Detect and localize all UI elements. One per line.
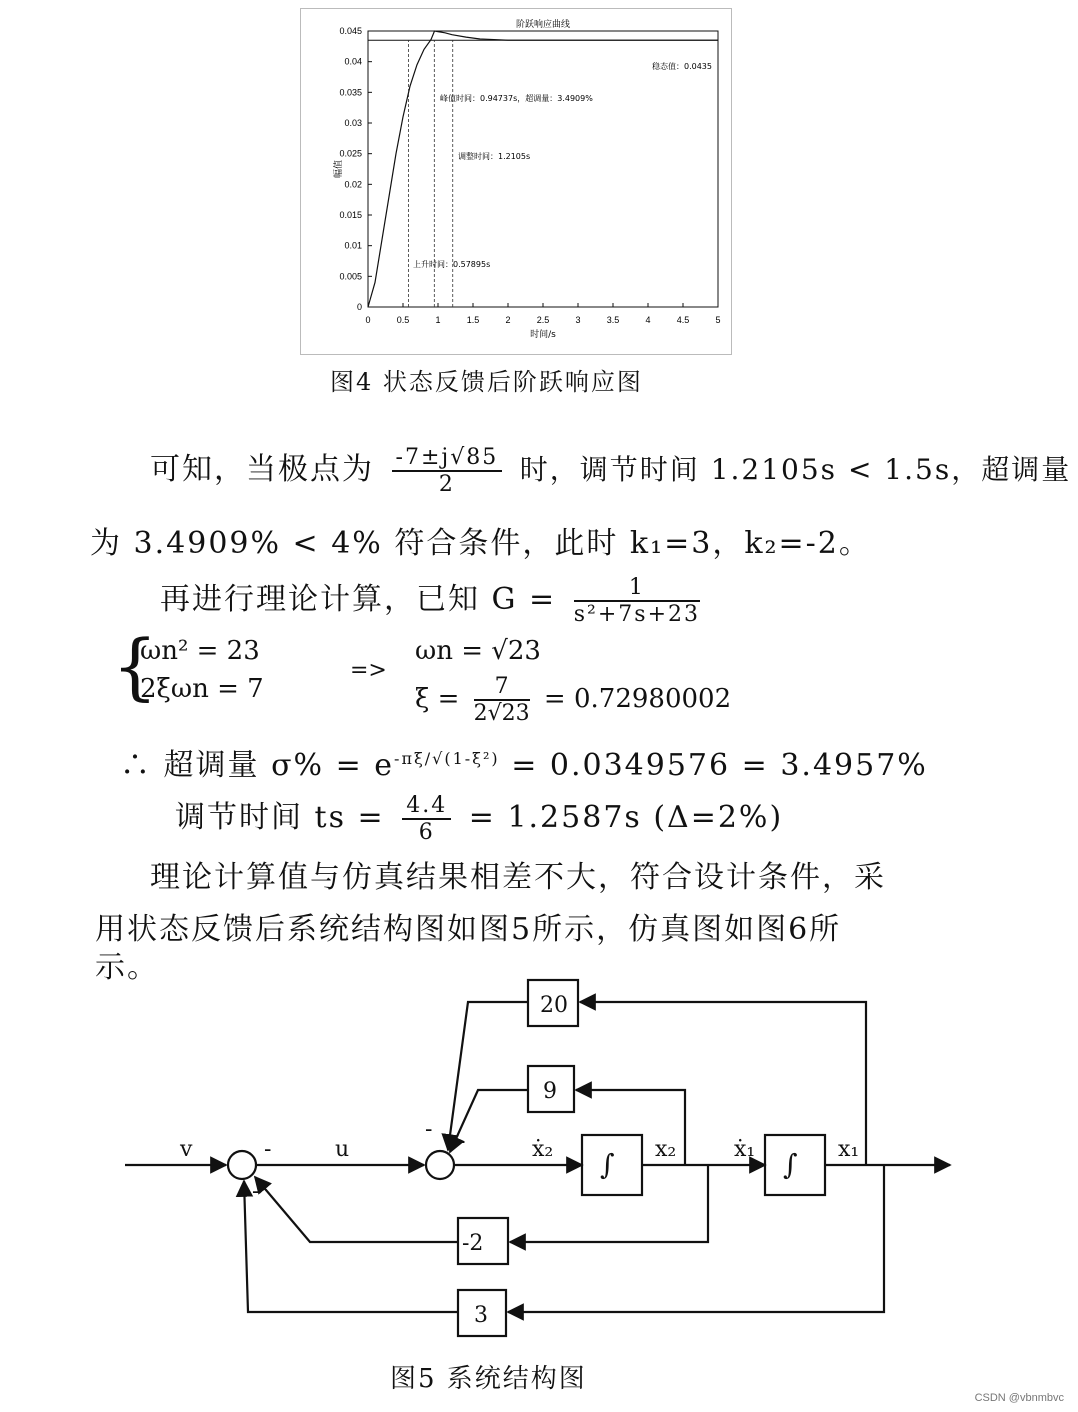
label-x2dot: ẋ₂: [532, 1137, 554, 1162]
gain-m2-out: [255, 1177, 458, 1242]
gain-m2-label: -2: [462, 1231, 484, 1256]
text-line-2: 为 3.4909% < 4% 符合条件，此时 k₁=3，k₂=-2。: [90, 526, 871, 561]
feedback-3-line: [508, 1165, 884, 1312]
x-tick-label: 5: [715, 315, 721, 325]
settling-fraction: [402, 793, 451, 845]
eq4-a: ξ =: [415, 684, 460, 714]
y-tick-label: 0.045: [339, 26, 362, 36]
x-tick-label: 1.5: [466, 315, 480, 325]
text-line-9: 示。: [95, 950, 159, 985]
text-line-1: [150, 444, 1071, 497]
summing-junction-1: [228, 1151, 256, 1179]
line6-num: 4.4: [402, 793, 451, 820]
y-axis-label: 幅值: [334, 159, 344, 179]
x-tick-label: 3.5: [606, 315, 620, 325]
eq4-b: = 0.72980002: [543, 684, 732, 714]
integrator-2-label: ∫: [783, 1148, 798, 1181]
watermark: CSDN @vbnmbvc: [974, 1392, 1064, 1404]
line1-a: 可知，当极点为: [150, 452, 374, 487]
x-tick-label: 0: [365, 315, 371, 325]
eq4-num: 7: [474, 674, 530, 701]
pole-numerator: -7±j√85: [392, 445, 503, 472]
line6-b: = 1.2587s (Δ=2%): [468, 800, 784, 835]
label-v: v: [180, 1137, 193, 1162]
implies-arrow: =>: [350, 658, 387, 683]
text-line-3: [160, 574, 706, 627]
x-tick-label: 0.5: [396, 315, 410, 325]
line5-exponent: -πξ/√(1-ξ²): [394, 749, 500, 768]
figure4-caption: 图4 状态反馈后阶跃响应图: [330, 368, 643, 396]
settle-annotation: 调整时间：1.2105s: [458, 152, 531, 161]
x-tick-label: 2.5: [536, 315, 550, 325]
tf-denominator: s²+7s+23: [573, 602, 700, 627]
eq4-den: 2√23: [473, 701, 530, 726]
summing-junction-2: [426, 1151, 454, 1179]
label-x2: x₂: [655, 1137, 677, 1162]
label-u: u: [335, 1137, 350, 1162]
y-tick-label: 0.02: [344, 179, 362, 190]
label-x1: x₁: [838, 1137, 860, 1162]
label-x1dot: ẋ₁: [734, 1137, 756, 1162]
feedback-20-line: [580, 1002, 866, 1165]
integrator-1-label: ∫: [600, 1148, 615, 1181]
gain-20-label: 20: [540, 993, 568, 1018]
line5-a: ∴ 超调量 σ% = e: [120, 748, 395, 783]
y-tick-label: 0: [356, 302, 362, 312]
settling-line: [175, 792, 783, 845]
x-tick-label: 2: [505, 315, 511, 325]
step-response-figure: [300, 8, 732, 355]
peak-annotation: 峰值时间：0.94737s，超调量：3.4909%: [440, 94, 593, 103]
eq4-fraction: [474, 674, 530, 726]
y-tick-label: 0.025: [339, 148, 362, 159]
pole-fraction: [392, 445, 503, 497]
minus-sign-3: -: [252, 1179, 260, 1204]
y-tick-label: 0.01: [344, 240, 362, 251]
y-tick-label: 0.04: [344, 56, 362, 67]
eq4: [415, 674, 731, 726]
line3-a: 再进行理论计算，已知 G =: [160, 582, 557, 617]
step-response-chart: [301, 9, 731, 354]
x-tick-label: 4: [645, 315, 651, 325]
line6-den: 6: [418, 820, 435, 845]
brace: {: [112, 624, 158, 708]
y-tick-label: 0.035: [339, 87, 362, 98]
eq3: ωn = √23: [415, 636, 541, 666]
text-line-8: 用状态反馈后系统结构图如图5所示，仿真图如图6所: [95, 912, 842, 947]
line6-a: 调节时间 ts =: [175, 800, 385, 835]
tf-numerator: 1: [574, 575, 700, 602]
block-diagram: [0, 960, 1078, 1412]
x-tick-label: 1: [435, 315, 441, 325]
gain-9-label: 9: [543, 1079, 557, 1104]
text-line-7: 理论计算值与仿真结果相差不大，符合设计条件，采: [150, 860, 886, 895]
gain-3-label: 3: [474, 1303, 488, 1328]
line1-b: 时，调节时间 1.2105s < 1.5s，超调量: [519, 453, 1072, 486]
x-tick-label: 3: [575, 315, 581, 325]
figure5-caption: 图5 系统结构图: [390, 1364, 587, 1394]
x-axis-label: 时间/s: [530, 330, 556, 340]
chart-title: 阶跃响应曲线: [515, 20, 571, 30]
line5-b: = 0.0349576 = 3.4957%: [511, 748, 928, 783]
equation-system: [112, 624, 732, 726]
y-tick-label: 0.005: [339, 271, 362, 282]
y-tick-label: 0.015: [339, 210, 362, 220]
x-tick-label: 4.5: [676, 315, 690, 325]
steady-annotation: 稳态值：0.0435: [652, 62, 712, 71]
minus-sign-2: -: [458, 1129, 466, 1154]
eq1: ωn² = 23: [140, 636, 260, 666]
overshoot-line: [120, 740, 928, 784]
eq2: 2ξωn = 7: [140, 674, 264, 704]
pole-denominator: 2: [438, 472, 455, 497]
minus-sign-4: -: [264, 1137, 272, 1162]
y-tick-label: 0.03: [344, 118, 362, 128]
rise-annotation: 上升时间：0.57895s: [413, 260, 491, 269]
transfer-function: [574, 575, 700, 627]
minus-sign-1: -: [425, 1117, 433, 1142]
